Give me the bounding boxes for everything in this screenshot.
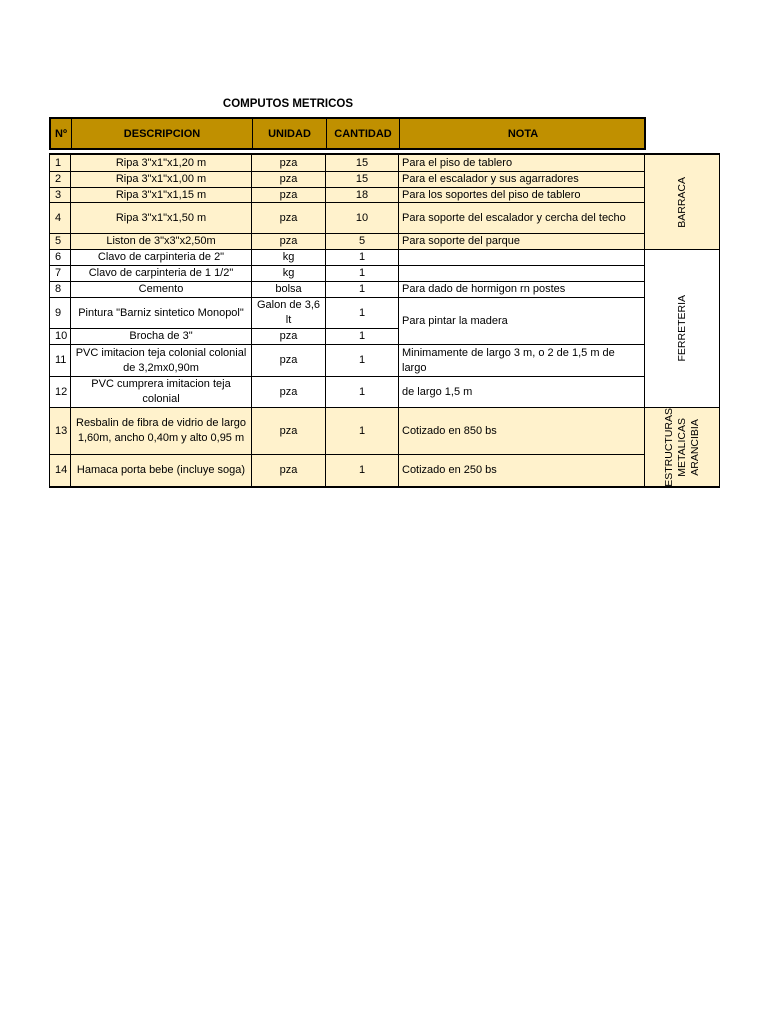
row-cantidad: 5 [326, 234, 399, 250]
row-number: 4 [50, 203, 71, 234]
row-cantidad: 1 [326, 455, 399, 487]
row-number: 5 [50, 234, 71, 250]
row-descripcion: Clavo de carpinteria de 2" [71, 250, 252, 266]
row-unidad: kg [252, 266, 326, 282]
row-cantidad: 15 [326, 155, 399, 172]
row-unidad: pza [252, 408, 326, 455]
row-descripcion: Liston de 3"x3"x2,50m [71, 234, 252, 250]
row-number: 14 [50, 455, 71, 487]
header-nota: NOTA [507, 127, 539, 140]
row-number: 12 [50, 377, 71, 408]
row-number: 11 [50, 345, 71, 377]
header-cantidad: CANTIDAD [327, 119, 400, 148]
group-label-text: BARRACA [675, 176, 688, 228]
row-cantidad: 1 [326, 266, 399, 282]
row-descripcion: Ripa 3"x1"x1,00 m [71, 172, 252, 188]
row-descripcion: Ripa 3"x1"x1,20 m [71, 155, 252, 172]
row-cantidad: 1 [326, 250, 399, 266]
row-descripcion: Hamaca porta bebe (incluye soga) [71, 455, 252, 487]
row-nota: Para soporte del escalador y cercha del techo [399, 203, 645, 234]
row-number: 10 [50, 329, 71, 345]
row-nota: Para los soportes del piso de tablero [399, 188, 645, 203]
group-label-text: FERRETERIA [675, 295, 688, 362]
row-nota: Cotizado en 850 bs [399, 408, 645, 455]
header-number: Nº [51, 119, 72, 148]
row-descripcion: Resbalin de fibra de vidrio de largo 1,60m, ancho 0,40m y alto 0,95 m [71, 408, 252, 455]
group-label-text: ESTRUCTURAS METALICAS ARANCIBIA [662, 408, 701, 487]
row-cantidad: 15 [326, 172, 399, 188]
row-number: 8 [50, 282, 71, 298]
computos-table [49, 153, 720, 488]
row-unidad: pza [252, 172, 326, 188]
row-unidad: pza [252, 188, 326, 203]
row-nota [399, 250, 645, 266]
group-label [645, 155, 719, 250]
row-nota: Para pintar la madera [399, 298, 645, 345]
row-number: 13 [50, 408, 71, 455]
row-cantidad: 18 [326, 188, 399, 203]
row-cantidad: 10 [326, 203, 399, 234]
row-descripcion: Clavo de carpinteria de 1 1/2" [71, 266, 252, 282]
header-descripcion: DESCRIPCION [72, 119, 253, 148]
row-descripcion: PVC cumprera imitacion teja colonial [71, 377, 252, 408]
row-nota: Para soporte del parque [399, 234, 645, 250]
row-unidad: pza [252, 329, 326, 345]
row-descripcion: Ripa 3"x1"x1,15 m [71, 188, 252, 203]
row-cantidad: 1 [326, 408, 399, 455]
row-unidad: pza [252, 455, 326, 487]
row-unidad: pza [252, 377, 326, 408]
row-nota [399, 266, 645, 282]
row-unidad: kg [252, 250, 326, 266]
row-unidad: Galon de 3,6 lt [252, 298, 326, 329]
row-nota: Para el escalador y sus agarradores [399, 172, 645, 188]
row-cantidad: 1 [326, 345, 399, 377]
row-number: 6 [50, 250, 71, 266]
row-descripcion: PVC imitacion teja colonial colonial de 3,2mx0,90m [71, 345, 252, 377]
row-unidad: pza [252, 345, 326, 377]
table-header [49, 117, 646, 150]
row-unidad: pza [252, 234, 326, 250]
row-cantidad: 1 [326, 377, 399, 408]
row-nota: Para dado de hormigon rn postes [399, 282, 645, 298]
row-nota: Cotizado en 250 bs [399, 455, 645, 487]
row-number: 7 [50, 266, 71, 282]
row-nota: Para el piso de tablero [399, 155, 645, 172]
page-title: COMPUTOS METRICOS [222, 98, 354, 110]
row-number: 1 [50, 155, 71, 172]
row-nota: Minimamente de largo 3 m, o 2 de 1,5 m de largo [399, 345, 645, 377]
row-descripcion: Ripa 3"x1"x1,50 m [71, 203, 252, 234]
group-label [645, 408, 719, 487]
row-number: 3 [50, 188, 71, 203]
row-descripcion: Brocha de 3" [71, 329, 252, 345]
row-cantidad: 1 [326, 298, 399, 329]
row-number: 2 [50, 172, 71, 188]
row-nota: de largo 1,5 m [399, 377, 645, 408]
row-descripcion: Pintura "Barniz sintetico Monopol" [71, 298, 252, 329]
row-cantidad: 1 [326, 329, 399, 345]
row-unidad: pza [252, 155, 326, 172]
group-label [645, 250, 719, 408]
row-descripcion: Cemento [71, 282, 252, 298]
header-unidad: UNIDAD [253, 119, 327, 148]
row-number: 9 [50, 298, 71, 329]
row-cantidad: 1 [326, 282, 399, 298]
row-unidad: pza [252, 203, 326, 234]
row-unidad: bolsa [252, 282, 326, 298]
